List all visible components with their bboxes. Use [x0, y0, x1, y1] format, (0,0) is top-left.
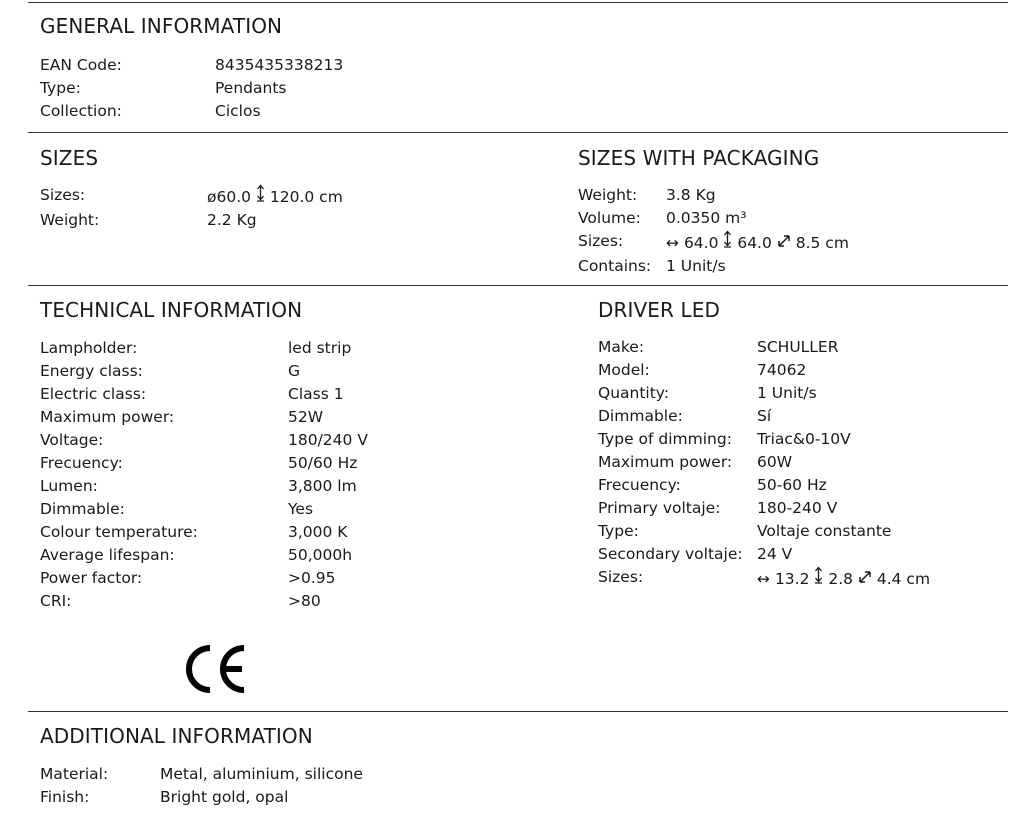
- diagonal-arrow-icon: [858, 568, 872, 591]
- spec-row-type: [40, 77, 343, 100]
- spec-value: 1 Unit/s: [757, 384, 817, 402]
- spec-table: [598, 336, 930, 591]
- spec-value: 50,000h: [288, 546, 353, 564]
- spec-table: [40, 54, 343, 123]
- spec-label: Energy class:: [40, 362, 143, 380]
- spec-row: [598, 497, 930, 520]
- vertical-arrow-icon: [723, 230, 732, 255]
- vertical-arrow-icon: [814, 566, 823, 591]
- depth-value: 8.5 cm: [795, 234, 849, 252]
- spec-value: led strip: [288, 339, 352, 357]
- spec-value: Sí: [757, 407, 772, 425]
- spec-label: Type:: [40, 79, 81, 97]
- spec-row: [598, 405, 930, 428]
- spec-value: 180-240 V: [757, 499, 838, 517]
- spec-value: 1 Unit/s: [666, 257, 726, 275]
- spec-value: >0.95: [288, 569, 336, 587]
- spec-row-sizes: [598, 566, 930, 591]
- spec-row-finish: [40, 786, 363, 809]
- spec-value: Metal, aluminium, silicone: [160, 765, 363, 783]
- spec-row-volume: [578, 207, 849, 230]
- vertical-arrow-icon: [256, 184, 265, 209]
- spec-label: Electric class:: [40, 385, 147, 403]
- spec-label: Colour temperature:: [40, 523, 198, 541]
- height-value: 64.0: [737, 234, 772, 252]
- spec-label: EAN Code:: [40, 56, 122, 74]
- spec-label: Sizes:: [598, 568, 644, 586]
- spec-row-sizes: [578, 230, 849, 255]
- spec-row: [40, 337, 368, 360]
- divider: [28, 2, 1008, 3]
- spec-label: Primary voltaje:: [598, 499, 721, 517]
- spec-label: Quantity:: [598, 384, 670, 402]
- spec-value: SCHULLER: [757, 338, 839, 356]
- spec-value: 50-60 Hz: [757, 476, 827, 494]
- spec-label: Type of dimming:: [598, 430, 732, 448]
- spec-label: Weight:: [40, 211, 100, 229]
- spec-label: Volume:: [578, 209, 641, 227]
- spec-row: [40, 521, 368, 544]
- spec-row-contains: [578, 255, 849, 278]
- spec-label: Dimmable:: [40, 500, 125, 518]
- spec-row: [40, 590, 368, 613]
- spec-value: 180/240 V: [288, 431, 368, 449]
- spec-value: [757, 566, 930, 591]
- spec-label: Average lifespan:: [40, 546, 175, 564]
- ce-mark-icon: [182, 643, 248, 695]
- spec-label: Make:: [598, 338, 645, 356]
- spec-row: [40, 475, 368, 498]
- spec-value: 8435435338213: [215, 56, 344, 74]
- divider: [28, 132, 1008, 133]
- spec-label: Type:: [598, 522, 639, 540]
- spec-value: 0.0350 m³: [666, 209, 747, 227]
- section-title: TECHNICAL INFORMATION: [40, 298, 303, 322]
- spec-label: Contains:: [578, 257, 652, 275]
- spec-table: [40, 184, 343, 232]
- diagonal-arrow-icon: [777, 232, 791, 255]
- spec-label: CRI:: [40, 592, 72, 610]
- width-value: 64.0: [683, 234, 719, 252]
- spec-label: Sizes:: [578, 232, 624, 250]
- section-title: GENERAL INFORMATION: [40, 14, 283, 38]
- spec-row: [598, 336, 930, 359]
- spec-value: 24 V: [757, 545, 793, 563]
- spec-row: [598, 451, 930, 474]
- spec-label: Frecuency:: [598, 476, 681, 494]
- horizontal-double-arrow-icon: ↔: [666, 234, 679, 252]
- spec-value: 3.8 Kg: [666, 186, 716, 204]
- spec-label: Finish:: [40, 788, 90, 806]
- section-title: ADDITIONAL INFORMATION: [40, 724, 313, 748]
- section-title: SIZES WITH PACKAGING: [578, 146, 820, 170]
- spec-row: [598, 428, 930, 451]
- spec-label: Model:: [598, 361, 650, 379]
- spec-row: [598, 359, 930, 382]
- spec-value: 74062: [757, 361, 807, 379]
- spec-row: [40, 429, 368, 452]
- horizontal-double-arrow-icon: ↔: [757, 570, 770, 588]
- spec-row: [40, 452, 368, 475]
- spec-row-collection: [40, 100, 343, 123]
- spec-table: [40, 763, 363, 809]
- height-value: 2.8: [828, 570, 853, 588]
- spec-label: Voltage:: [40, 431, 104, 449]
- spec-value: Yes: [288, 500, 314, 518]
- spec-row: [598, 543, 930, 566]
- spec-row: [40, 544, 368, 567]
- spec-row: [40, 406, 368, 429]
- spec-value: 60W: [757, 453, 793, 471]
- spec-value: Voltaje constante: [757, 522, 892, 540]
- spec-value: 52W: [288, 408, 324, 426]
- spec-value: [207, 184, 343, 209]
- spec-label: Power factor:: [40, 569, 143, 587]
- spec-label: Secondary voltaje:: [598, 545, 743, 563]
- section-title: DRIVER LED: [598, 298, 720, 322]
- spec-row-weight: [578, 184, 849, 207]
- spec-row: [40, 360, 368, 383]
- spec-label: Lumen:: [40, 477, 98, 495]
- spec-label: Weight:: [578, 186, 638, 204]
- spec-row-ean: [40, 54, 343, 77]
- spec-label: Material:: [40, 765, 109, 783]
- spec-value: Bright gold, opal: [160, 788, 289, 806]
- spec-row-sizes: [40, 184, 343, 209]
- spec-value: 50/60 Hz: [288, 454, 358, 472]
- spec-table: [40, 337, 368, 613]
- spec-label: Maximum power:: [40, 408, 175, 426]
- width-value: 13.2: [774, 570, 810, 588]
- divider: [28, 711, 1008, 712]
- section-title: SIZES: [40, 146, 99, 170]
- spec-row: [598, 474, 930, 497]
- spec-table: [578, 184, 849, 278]
- spec-row: [40, 567, 368, 590]
- spec-value: Ciclos: [215, 102, 261, 120]
- spec-value: [666, 230, 849, 255]
- spec-value: 3,000 K: [288, 523, 348, 541]
- spec-label: Sizes:: [40, 186, 86, 204]
- spec-value: 3,800 lm: [288, 477, 357, 495]
- spec-row-material: [40, 763, 363, 786]
- spec-value: Pendants: [215, 79, 287, 97]
- spec-row-weight: [40, 209, 343, 232]
- spec-value: G: [288, 362, 301, 380]
- divider: [28, 285, 1008, 286]
- spec-row: [40, 383, 368, 406]
- height-value: 120.0 cm: [269, 188, 343, 206]
- spec-label: Dimmable:: [598, 407, 683, 425]
- spec-row: [598, 520, 930, 543]
- spec-label: Collection:: [40, 102, 122, 120]
- spec-value: Class 1: [288, 385, 344, 403]
- spec-row: [40, 498, 368, 521]
- spec-label: Maximum power:: [598, 453, 733, 471]
- spec-row: [598, 382, 930, 405]
- spec-value: 2.2 Kg: [207, 211, 257, 229]
- spec-value: Triac&0-10V: [757, 430, 851, 448]
- spec-value: >80: [288, 592, 321, 610]
- depth-value: 4.4 cm: [876, 570, 931, 588]
- spec-label: Frecuency:: [40, 454, 123, 472]
- diameter-value: ø60.0: [207, 188, 251, 206]
- spec-label: Lampholder:: [40, 339, 138, 357]
